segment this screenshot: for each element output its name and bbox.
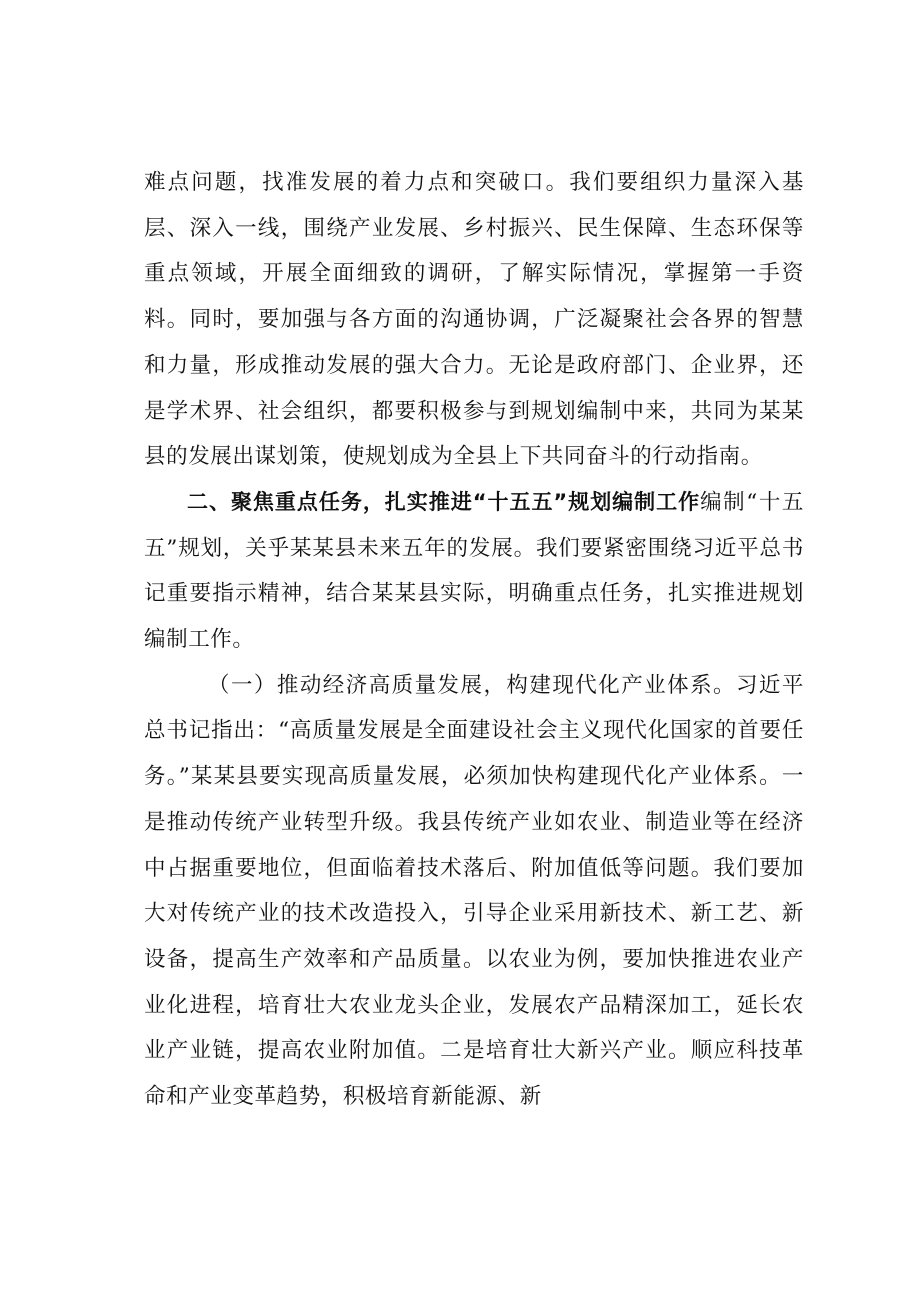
paragraph-continued: 难点问题，找准发展的着力点和突破口。我们要组织力量深入基层、深入一线，围绕产业发展、乡村振兴、民生保障、生态环保等重点领域，开展全面细致的调研，了解实际情况，掌握第一手资料。同时，要加强与各方面的沟通协调，广泛凝聚社会各界的智慧和力量，形成推动发展的强大合力。无论是政府部门、企业界，还是学术界、社会组织，都要积极参与到规划编制中来，共同为某某县的发展出谋划策，使规划成为全县上下共同奋斗的行动指南。 bbox=[144, 170, 804, 470]
subsection-one-paragraph: （一）推动经济高质量发展，构建现代化产业体系。习近平总书记指出：“高质量发展是全面建设社会主义现代化国家的首要任务。”某某县要实现高质量发展，必须加快构建现代化产业体系。一是推动传统产业转型升级。我县传统产业如农业、制造业等在经济中占据重要地位，但面临着技术落后、附加值低等问题。我们要加大对传统产业的技术改造投入，引导企业采用新技术、新工艺、新设备，提高生产效率和产品质量。以农业为例，要加快推进农业产业化进程，培育壮大农业龙头企业，发展农产品精深加工，延长农业产业链，提高农业附加值。二是培育壮大新兴产业。顺应科技革命和产业变革趋势，积极培育新能源、新 bbox=[144, 672, 804, 1110]
section-heading: 二、聚焦重点任务，扎实推进“十五五”规划编制工作 bbox=[187, 489, 701, 514]
section-two-body: 编制“十五五”规划，关乎某某县未来五年的发展。我们要紧密围绕习近平总书记重要指示精神，结合某某县实际，明确重点任务，扎实推进规划编制工作。 bbox=[144, 489, 804, 653]
section-two-paragraph bbox=[144, 480, 804, 663]
document-body bbox=[144, 160, 804, 1120]
